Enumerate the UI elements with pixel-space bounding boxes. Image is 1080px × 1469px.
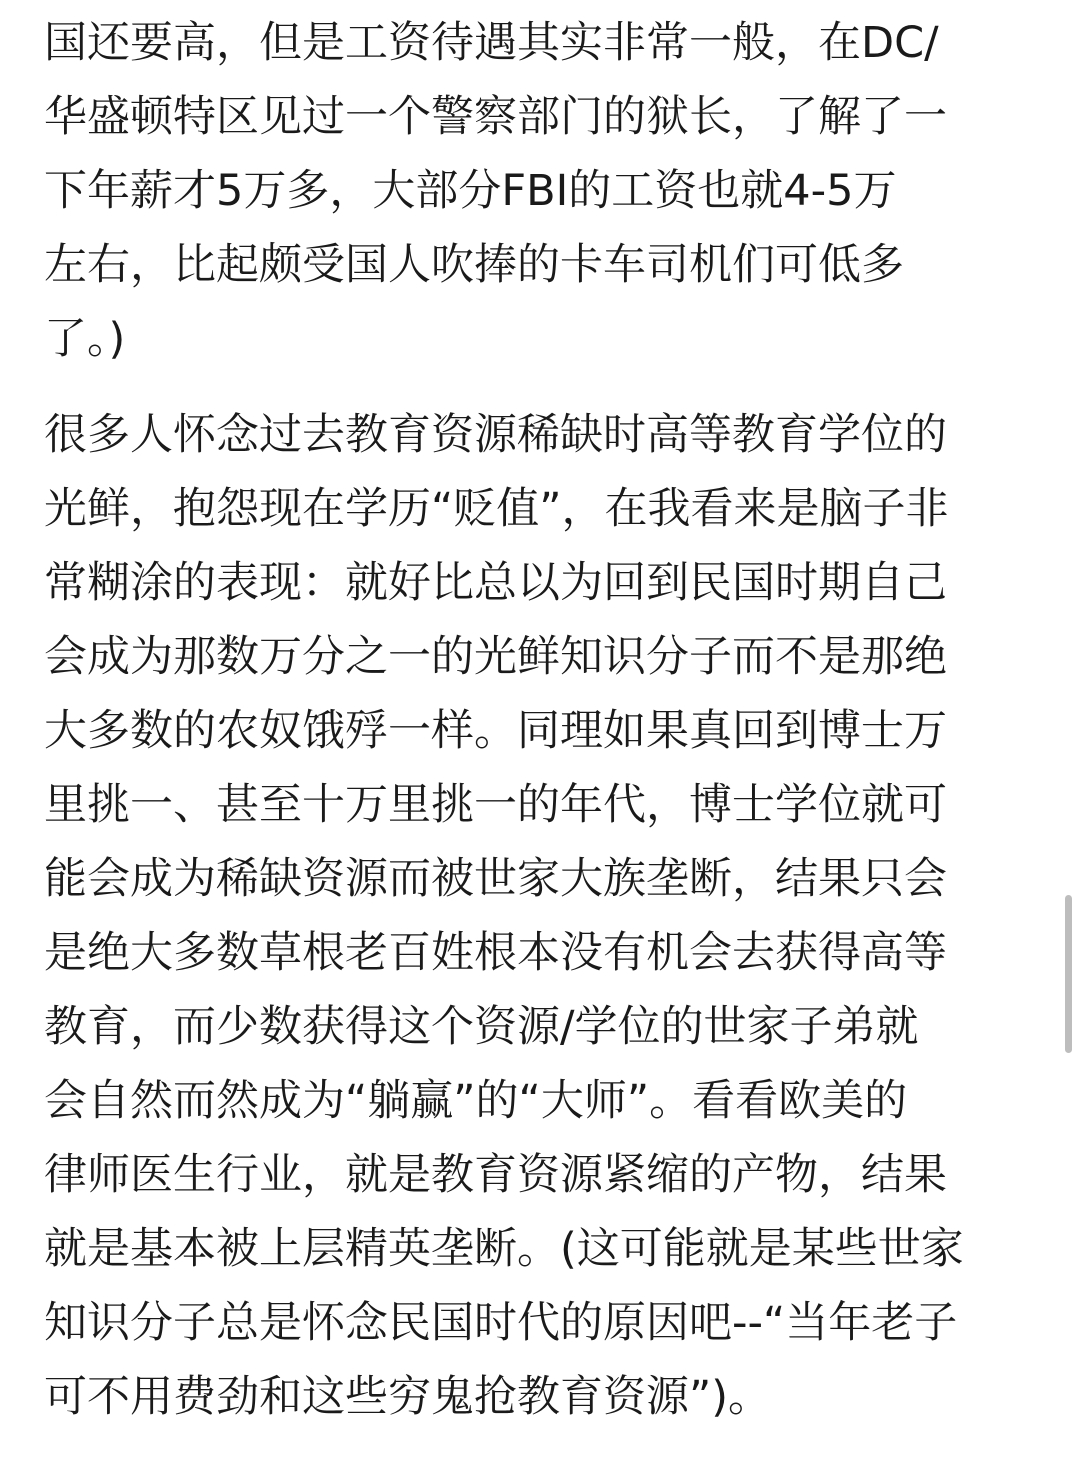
text-line: 知识分子总是怀念民国时代的原因吧--“当年老子 — [44, 1298, 958, 1348]
text-line: 里挑一、甚至十万里挑一的年代，博士学位就可 — [44, 780, 947, 830]
paragraph-1 — [44, 6, 1044, 376]
text-line: 会自然而然成为“躺赢”的“大师”。看看欧美的 — [44, 1076, 908, 1126]
text-line: 大多数的农奴饿殍一样。同理如果真回到博士万 — [44, 706, 947, 756]
text-line: 能会成为稀缺资源而被世家大族垄断，结果只会 — [44, 854, 947, 904]
text-line: 华盛顿特区见过一个警察部门的狱长，了解了一 — [44, 92, 947, 142]
text-line: 国还要高，但是工资待遇其实非常一般，在DC/ — [44, 18, 939, 68]
vertical-scrollbar[interactable] — [1065, 895, 1072, 1053]
text-line: 光鲜，抱怨现在学历“贬值”，在我看来是脑子非 — [44, 484, 949, 534]
text-line: 很多人怀念过去教育资源稀缺时高等教育学位的 — [44, 410, 947, 460]
text-line: 律师医生行业，就是教育资源紧缩的产物，结果 — [44, 1150, 947, 1200]
text-line: 就是基本被上层精英垄断。(这可能就是某些世家 — [44, 1224, 964, 1274]
text-line: 会成为那数万分之一的光鲜知识分子而不是那绝 — [44, 632, 947, 682]
article-body — [44, 6, 1044, 1434]
text-line: 左右，比起颇受国人吹捧的卡车司机们可低多 — [44, 240, 904, 290]
text-line: 是绝大多数草根老百姓根本没有机会去获得高等 — [44, 928, 947, 978]
text-line: 了。) — [44, 314, 126, 364]
text-line: 下年薪才5万多，大部分FBI的工资也就4-5万 — [44, 166, 897, 216]
paragraph-2 — [44, 398, 1044, 1434]
text-line: 教育，而少数获得这个资源/学位的世家子弟就 — [44, 1002, 919, 1052]
text-line: 常糊涂的表现：就好比总以为回到民国时期自己 — [44, 558, 947, 608]
text-line: 可不用费劲和这些穷鬼抢教育资源”)。 — [44, 1372, 772, 1422]
